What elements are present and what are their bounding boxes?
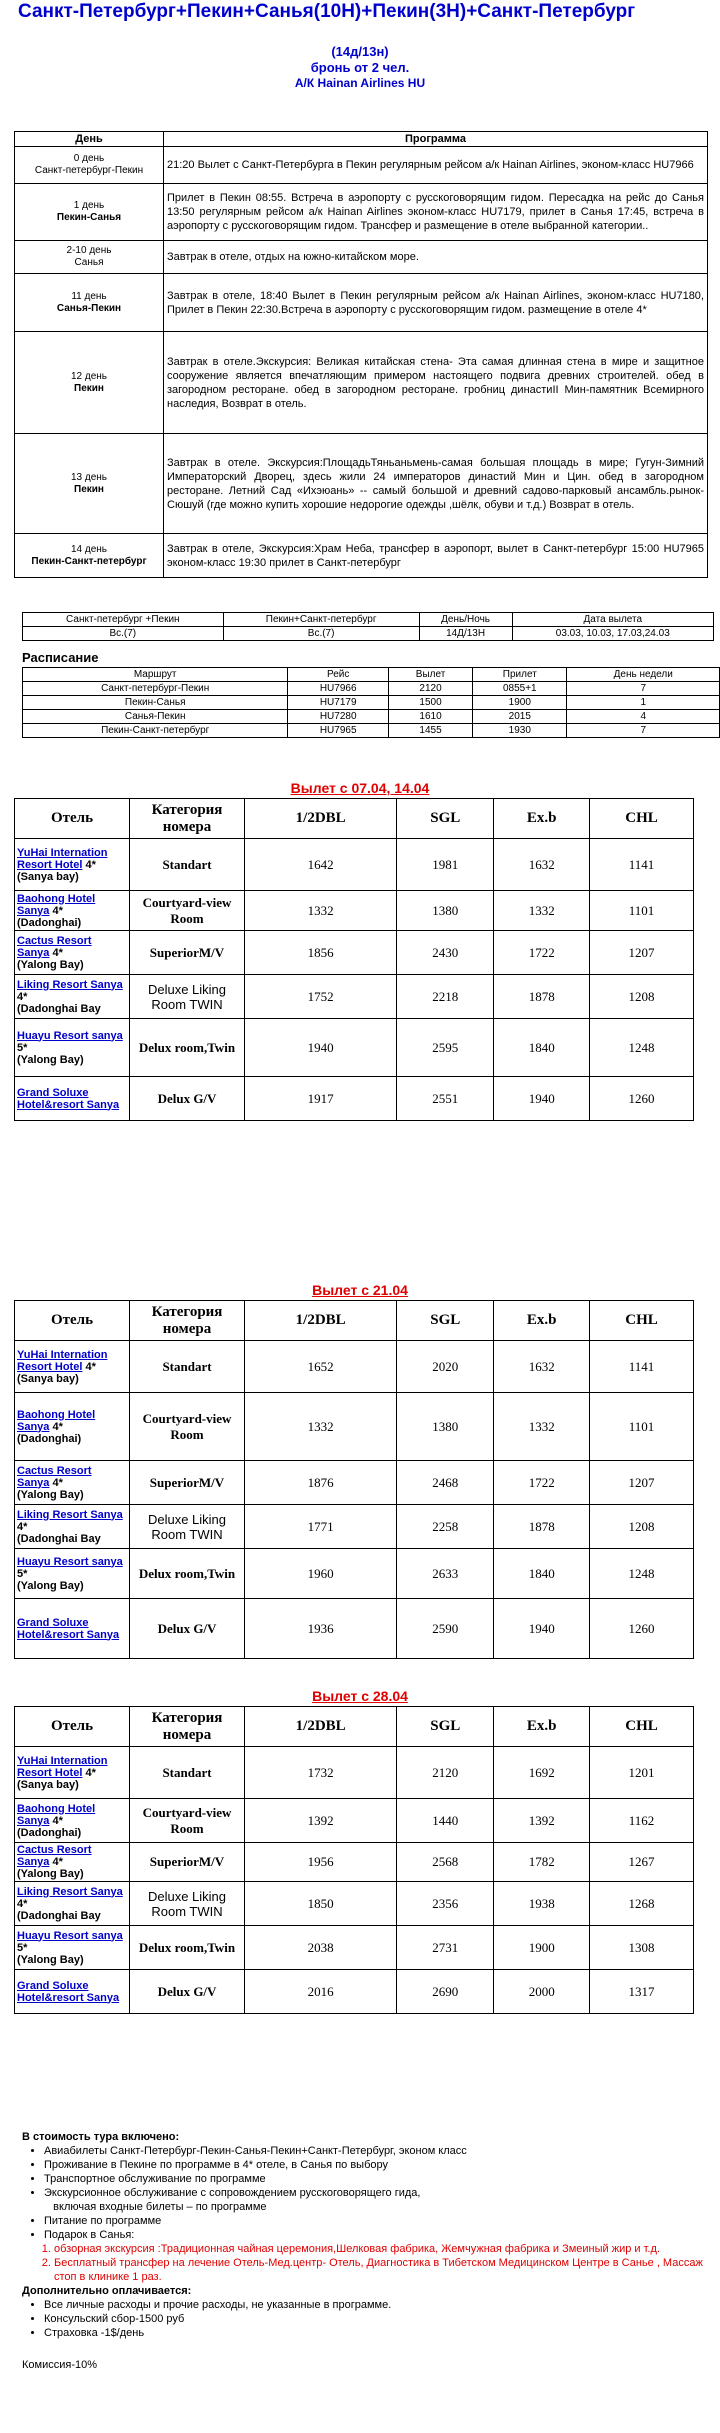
- schedule-cell: 1: [567, 696, 720, 710]
- price-cell: 1332: [245, 1393, 397, 1461]
- price-cell: 2468: [397, 1461, 494, 1505]
- included-item: • Экскурсионное обслуживание с сопровождением русскоговорящего гида, включая входные билеты – по программе: [44, 2186, 712, 2214]
- hotel-name-link[interactable]: Liking Resort Sanya: [17, 1885, 123, 1898]
- info-header: День/Ночь: [419, 613, 512, 627]
- hotel-name-link[interactable]: YuHai Internation Resort Hotel: [17, 1348, 108, 1373]
- hotel-cell: [15, 1747, 130, 1799]
- price-cell: 1900: [494, 1926, 590, 1970]
- schedule-cell: HU7965: [288, 724, 389, 738]
- info-value: 03.03, 10.03, 17.03,24.03: [512, 627, 713, 641]
- program-day: 12 день Пекин: [15, 332, 164, 434]
- price-cell: 1732: [245, 1747, 397, 1799]
- price-cell: 1840: [494, 1549, 590, 1599]
- col-header-program: Программа: [164, 132, 708, 147]
- price-table: [14, 1300, 694, 1659]
- price-cell: 1960: [245, 1549, 397, 1599]
- program-day: 2-10 день Санья: [15, 241, 164, 274]
- program-text: Завтрак в отеле. Экскурсия:ПлощадьТяньаньмень-самая большая площадь в мире; Гугун-Зимний Императорский Дворец, здесь жили 24 императоров династий Мин и Цин. обед в загородном ресторане. Летний Сад «Ихэюань» -- самый большой и древний садово-парковый ансамбль.рынок-Сюшуй (где можно купить хорошие недорогие одежды ,шёлк, обуви и т.д.) Возврат в отель.: [164, 434, 708, 534]
- hotel-name-link[interactable]: Grand Soluxe Hotel&resort Sanya: [17, 1979, 120, 2004]
- price-row: [15, 975, 694, 1019]
- price-cell: 1332: [494, 1393, 590, 1461]
- schedule-row: [23, 682, 720, 696]
- hotel-cell: [15, 931, 130, 975]
- hotel-stars: 4*: [52, 1476, 63, 1489]
- hotel-name-link[interactable]: Cactus Resort Sanya: [17, 934, 92, 959]
- room-category: Deluxe Liking Room TWIN: [130, 1505, 245, 1549]
- price-col-header: SGL: [397, 1301, 494, 1341]
- room-category: Courtyard-view Room: [130, 1393, 245, 1461]
- program-text: Завтрак в отеле.Экскурсия: Великая китайская стена- Эта самая длинная стена в мире и защитное сооружение является впечатляющим примером настоящего подвига древних строителей. обед в загородном ресторане. обед в загородном ресторане. гробниц династиII Мин-памятник Всемирного наследия, Возврат в отель.: [164, 332, 708, 434]
- schedule-cell: HU7966: [288, 682, 389, 696]
- price-col-header: Отель: [15, 799, 130, 839]
- schedule-cell: 2015: [473, 710, 567, 724]
- schedule-header: Вылет: [389, 668, 473, 682]
- price-row: [15, 1747, 694, 1799]
- price-table: [14, 1706, 694, 2014]
- hotel-cell: [15, 1799, 130, 1843]
- commission: Комиссия-10%: [22, 2359, 98, 2371]
- price-cell: 2000: [494, 1970, 590, 2014]
- gift-list: [22, 2242, 712, 2284]
- price-cell: 1652: [245, 1341, 397, 1393]
- room-category: Delux G/V: [130, 1599, 245, 1659]
- hotel-stars: 4*: [52, 904, 63, 917]
- program-text: Завтрак в отеле, 18:40 Вылет в Пекин регулярным рейсом а/к Hainan Airlines, эконом-класс HU7180, Прилет в Пекин 22:30.Встреча в аэропорту с русскоговорящим гидом. размещение в отеле 4*: [164, 274, 708, 332]
- hotel-location: (Dadonghai): [17, 1432, 82, 1445]
- price-cell: 1782: [494, 1843, 590, 1882]
- price-row: [15, 1549, 694, 1599]
- schedule-header: День недели: [567, 668, 720, 682]
- info-value: Вс.(7): [223, 627, 419, 641]
- price-row: [15, 1882, 694, 1926]
- price-cell: 1956: [245, 1843, 397, 1882]
- hotel-location: (Yalong Bay): [17, 1579, 84, 1592]
- program-text: Завтрак в отеле, Экскурсия:Храм Неба, трансфер в аэропорт, вылет в Санкт-петербург 15:00 HU7965 эконом-класс 19:30 прилет в Санкт-петербург: [164, 534, 708, 578]
- room-category: Delux G/V: [130, 1970, 245, 2014]
- hotel-stars: 5*: [17, 1567, 28, 1580]
- price-cell: 1101: [590, 1393, 694, 1461]
- footer-notes: [22, 2130, 712, 2372]
- price-cell: 1632: [494, 839, 590, 891]
- schedule-table: [22, 667, 720, 738]
- price-cell: 2020: [397, 1341, 494, 1393]
- booking-note: бронь от 2 чел.: [310, 60, 410, 75]
- room-category: SuperiorM/V: [130, 1843, 245, 1882]
- hotel-location: (Yalong Bay): [17, 1053, 84, 1066]
- price-cell: 1268: [590, 1882, 694, 1926]
- price-cell: 2633: [397, 1549, 494, 1599]
- hotel-name-link[interactable]: Baohong Hotel Sanya: [17, 1408, 96, 1433]
- hotel-name-link[interactable]: Huayu Resort sanya: [17, 1555, 123, 1568]
- included-item: • Транспортное обслуживание по программе: [44, 2172, 712, 2186]
- hotel-stars: 4*: [17, 1520, 28, 1533]
- price-table-title: Вылет с 21.04: [312, 1282, 408, 1298]
- price-cell: 2690: [397, 1970, 494, 2014]
- schedule-cell: 7: [567, 724, 720, 738]
- price-cell: 1392: [494, 1799, 590, 1843]
- hotel-location: (Dadonghai): [17, 1826, 82, 1839]
- schedule-cell: Санкт-петербург-Пекин: [23, 682, 288, 696]
- program-text: Прилет в Пекин 08:55. Встреча в аэропорту с русскоговорящим гидом. Пересадка на рейс до Санья 13:50 регулярным рейсом а/к Hainan Airlines эконом-класс HU7179, прилет в Санья 17:45, встреча в аэропорту с русскоговорящим гидом. Трансфер и размещение в отеле выбранной категории..: [164, 184, 708, 241]
- price-cell: 1317: [590, 1970, 694, 2014]
- schedule-cell: Пекин-Санья: [23, 696, 288, 710]
- program-row: [15, 274, 708, 332]
- hotel-name-link[interactable]: Huayu Resort sanya: [17, 1929, 123, 1942]
- price-cell: 1938: [494, 1882, 590, 1926]
- program-row: [15, 332, 708, 434]
- hotel-cell: [15, 1505, 130, 1549]
- price-cell: 2551: [397, 1077, 494, 1121]
- price-col-header: CHL: [590, 1301, 694, 1341]
- price-cell: 1936: [245, 1599, 397, 1659]
- extra-item: • Все личные расходы и прочие расходы, не указанные в программе.: [44, 2298, 712, 2312]
- info-value: 14Д/13Н: [419, 627, 512, 641]
- info-header: Санкт-петербург +Пекин: [23, 613, 224, 627]
- hotel-stars: 4*: [17, 1897, 28, 1910]
- room-category: Deluxe Liking Room TWIN: [130, 975, 245, 1019]
- program-day: 1 день Пекин-Санья: [15, 184, 164, 241]
- extra-title: Дополнительно оплачивается:: [22, 2285, 192, 2297]
- hotel-cell: [15, 975, 130, 1019]
- price-cell: 2120: [397, 1747, 494, 1799]
- price-cell: 1692: [494, 1747, 590, 1799]
- program-day: 0 день Санкт-петербург-Пекин: [15, 147, 164, 184]
- price-cell: 1642: [245, 839, 397, 891]
- extra-list: [22, 2298, 712, 2340]
- price-cell: 1440: [397, 1799, 494, 1843]
- included-item: • Питание по программе: [44, 2214, 712, 2228]
- schedule-cell: 1610: [389, 710, 473, 724]
- hotel-location: (Yalong Bay): [17, 1488, 84, 1501]
- price-cell: 1856: [245, 931, 397, 975]
- duration: (14д/13н): [331, 44, 389, 59]
- price-table: [14, 798, 694, 1121]
- price-row: [15, 1970, 694, 2014]
- price-cell: 1392: [245, 1799, 397, 1843]
- program-day: 14 день Пекин-Санкт-петербург: [15, 534, 164, 578]
- hotel-location: (Yalong Bay): [17, 1868, 84, 1880]
- price-cell: 2731: [397, 1926, 494, 1970]
- flight-info-table: [22, 612, 714, 641]
- included-item: • Авиабилеты Санкт-Петербург-Пекин-Санья-Пекин+Санкт-Петербург, эконом класс: [44, 2144, 712, 2158]
- price-cell: 2258: [397, 1505, 494, 1549]
- hotel-stars: 4*: [17, 990, 28, 1003]
- price-col-header: Ex.b: [494, 1707, 590, 1747]
- hotel-name-link[interactable]: YuHai Internation Resort Hotel: [17, 1754, 108, 1779]
- hotel-name-link[interactable]: Cactus Resort Sanya: [17, 1844, 92, 1868]
- schedule-cell: HU7280: [288, 710, 389, 724]
- price-cell: 1248: [590, 1549, 694, 1599]
- program-table: [14, 131, 708, 578]
- hotel-name-link[interactable]: Baohong Hotel Sanya: [17, 892, 96, 917]
- extra-item: • Страховка -1$/день: [44, 2326, 712, 2340]
- gift-item: 1. обзорная экскурсия :Традиционная чайная церемония,Шелковая фабрика, Жемчужная фабрика и Змеиный жир и т.д.: [54, 2242, 712, 2256]
- schedule-header: Прилет: [473, 668, 567, 682]
- hotel-name-link[interactable]: Baohong Hotel Sanya: [17, 1802, 96, 1827]
- schedule-cell: 1900: [473, 696, 567, 710]
- hotel-cell: [15, 1549, 130, 1599]
- room-category: Courtyard-view Room: [130, 891, 245, 931]
- price-row: [15, 1077, 694, 1121]
- room-category: Delux room,Twin: [130, 1549, 245, 1599]
- price-cell: 1940: [494, 1077, 590, 1121]
- schedule-cell: 1455: [389, 724, 473, 738]
- hotel-name-link[interactable]: YuHai Internation Resort Hotel: [17, 846, 108, 871]
- hotel-cell: [15, 891, 130, 931]
- hotel-location: (Sanya bay): [17, 1778, 79, 1791]
- hotel-location: (Yalong Bay): [17, 1953, 84, 1966]
- hotel-location: (Dadonghai Bay: [17, 1002, 101, 1015]
- room-category: Standart: [130, 1747, 245, 1799]
- room-category: Delux G/V: [130, 1077, 245, 1121]
- price-cell: 1267: [590, 1843, 694, 1882]
- price-cell: 1876: [245, 1461, 397, 1505]
- price-row: [15, 839, 694, 891]
- schedule-header: Рейс: [288, 668, 389, 682]
- room-category: Delux room,Twin: [130, 1019, 245, 1077]
- schedule-label: Расписание: [22, 650, 99, 665]
- price-col-header: Ex.b: [494, 799, 590, 839]
- price-row: [15, 1599, 694, 1659]
- program-row: [15, 147, 708, 184]
- price-cell: 1940: [245, 1019, 397, 1077]
- schedule-cell: 4: [567, 710, 720, 724]
- price-cell: 1207: [590, 1461, 694, 1505]
- price-row: [15, 1461, 694, 1505]
- price-cell: 1752: [245, 975, 397, 1019]
- price-cell: 1248: [590, 1019, 694, 1077]
- price-cell: 2430: [397, 931, 494, 975]
- program-day: 13 день Пекин: [15, 434, 164, 534]
- price-row: [15, 931, 694, 975]
- price-cell: 1201: [590, 1747, 694, 1799]
- schedule-cell: Санья-Пекин: [23, 710, 288, 724]
- room-category: Delux room,Twin: [130, 1926, 245, 1970]
- price-row: [15, 1926, 694, 1970]
- price-col-header: SGL: [397, 799, 494, 839]
- page-title: Санкт-Петербург+Пекин+Санья(10Н)+Пекин(3Н)+Санкт-Петербург: [18, 1, 636, 22]
- price-row: [15, 1019, 694, 1077]
- schedule-cell: HU7179: [288, 696, 389, 710]
- hotel-stars: 5*: [17, 1941, 28, 1954]
- extra-item: • Консульский сбор-1500 руб: [44, 2312, 712, 2326]
- price-cell: 1260: [590, 1599, 694, 1659]
- included-title: В стоимость тура включено:: [22, 2131, 180, 2143]
- price-table-title: Вылет с 07.04, 14.04: [290, 780, 430, 796]
- price-row: [15, 1393, 694, 1461]
- room-category: SuperiorM/V: [130, 1461, 245, 1505]
- program-row: [15, 184, 708, 241]
- price-row: [15, 1341, 694, 1393]
- hotel-name-link[interactable]: Liking Resort Sanya: [17, 978, 123, 991]
- price-cell: 1878: [494, 975, 590, 1019]
- price-cell: 1722: [494, 1461, 590, 1505]
- price-cell: 1840: [494, 1019, 590, 1077]
- airline: А/К Hainan Airlines HU: [294, 76, 426, 90]
- room-category: Courtyard-view Room: [130, 1799, 245, 1843]
- info-value: Вс.(7): [23, 627, 224, 641]
- room-category: Standart: [130, 1341, 245, 1393]
- price-cell: 1208: [590, 1505, 694, 1549]
- price-cell: 1380: [397, 891, 494, 931]
- price-col-header: 1/2DBL: [245, 799, 397, 839]
- price-cell: 1260: [590, 1077, 694, 1121]
- schedule-row: [23, 710, 720, 724]
- hotel-stars: 4*: [85, 1766, 96, 1779]
- hotel-stars: 4*: [85, 1360, 96, 1373]
- hotel-location: (Sanya bay): [17, 870, 79, 883]
- price-cell: 2016: [245, 1970, 397, 2014]
- program-text: 21:20 Вылет с Санкт-Петербурга в Пекин регулярным рейсом а/к Hainan Airlines, эконом-класс HU7966: [164, 147, 708, 184]
- hotel-cell: [15, 1077, 130, 1121]
- program-row: [15, 434, 708, 534]
- hotel-location: (Yalong Bay): [17, 958, 84, 971]
- hotel-stars: 5*: [17, 1041, 28, 1054]
- hotel-cell: [15, 1461, 130, 1505]
- price-cell: 1940: [494, 1599, 590, 1659]
- price-cell: 2356: [397, 1882, 494, 1926]
- schedule-cell: 2120: [389, 682, 473, 696]
- price-cell: 1208: [590, 975, 694, 1019]
- info-header: Дата вылета: [512, 613, 713, 627]
- price-col-header: 1/2DBL: [245, 1707, 397, 1747]
- included-item: • Проживание в Пекине по программе в 4* отеле, в Санья по выбору: [44, 2158, 712, 2172]
- price-cell: 1332: [494, 891, 590, 931]
- price-cell: 1308: [590, 1926, 694, 1970]
- price-cell: 1101: [590, 891, 694, 931]
- price-col-header: CHL: [590, 799, 694, 839]
- col-header-day: День: [15, 132, 164, 147]
- schedule-row: [23, 724, 720, 738]
- price-row: [15, 1843, 694, 1882]
- price-col-header: Категория номера: [130, 799, 245, 839]
- schedule-cell: 1930: [473, 724, 567, 738]
- hotel-stars: 4*: [85, 858, 96, 871]
- price-cell: 2038: [245, 1926, 397, 1970]
- hotel-stars: 4*: [52, 946, 63, 959]
- hotel-name-link[interactable]: Liking Resort Sanya: [17, 1508, 123, 1521]
- hotel-location: (Dadonghai): [17, 916, 82, 929]
- price-col-header: Категория номера: [130, 1707, 245, 1747]
- gift-item: 2. Бесплатный трансфер на лечение Отель-Мед.центр- Отель, Диагностика в Тибетском Медицинском Центре в Санье , Массаж стоп в клинике 1 раз.: [54, 2256, 712, 2284]
- hotel-location: (Dadonghai Bay: [17, 1532, 101, 1545]
- program-row: [15, 534, 708, 578]
- hotel-cell: [15, 839, 130, 891]
- price-cell: 1722: [494, 931, 590, 975]
- price-cell: 1632: [494, 1341, 590, 1393]
- hotel-name-link[interactable]: Grand Soluxe Hotel&resort Sanya: [17, 1086, 120, 1111]
- price-col-header: Отель: [15, 1301, 130, 1341]
- hotel-stars: 4*: [52, 1814, 63, 1827]
- schedule-cell: 7: [567, 682, 720, 696]
- price-col-header: CHL: [590, 1707, 694, 1747]
- included-list: [22, 2144, 712, 2242]
- price-cell: 1207: [590, 931, 694, 975]
- schedule-cell: 0855+1: [473, 682, 567, 696]
- program-row: [15, 241, 708, 274]
- price-cell: 1162: [590, 1799, 694, 1843]
- price-cell: 2218: [397, 975, 494, 1019]
- room-category: SuperiorM/V: [130, 931, 245, 975]
- schedule-cell: Пекин-Санкт-петербург: [23, 724, 288, 738]
- price-cell: 1141: [590, 839, 694, 891]
- price-cell: 1850: [245, 1882, 397, 1926]
- price-cell: 2595: [397, 1019, 494, 1077]
- hotel-cell: [15, 1970, 130, 2014]
- room-category: Deluxe Liking Room TWIN: [130, 1882, 245, 1926]
- info-header: Пекин+Санкт-петербург: [223, 613, 419, 627]
- price-cell: 1917: [245, 1077, 397, 1121]
- hotel-cell: [15, 1882, 130, 1926]
- hotel-name-link[interactable]: Grand Soluxe Hotel&resort Sanya: [17, 1616, 120, 1641]
- price-cell: 1981: [397, 839, 494, 891]
- hotel-location: (Sanya bay): [17, 1372, 79, 1385]
- room-category: Standart: [130, 839, 245, 891]
- program-day: 11 день Санья-Пекин: [15, 274, 164, 332]
- included-subnote: включая входные билеты – по программе: [53, 2201, 267, 2213]
- hotel-cell: [15, 1393, 130, 1461]
- price-col-header: Ex.b: [494, 1301, 590, 1341]
- price-row: [15, 1799, 694, 1843]
- price-col-header: Отель: [15, 1707, 130, 1747]
- included-item: • Подарок в Санья:: [44, 2228, 712, 2242]
- program-text: Завтрак в отеле, отдых на южно-китайском море.: [164, 241, 708, 274]
- price-row: [15, 891, 694, 931]
- hotel-stars: 4*: [52, 1420, 63, 1433]
- hotel-stars: 4*: [52, 1856, 63, 1868]
- hotel-name-link[interactable]: Cactus Resort Sanya: [17, 1464, 92, 1489]
- price-col-header: Категория номера: [130, 1301, 245, 1341]
- price-cell: 1141: [590, 1341, 694, 1393]
- price-row: [15, 1505, 694, 1549]
- price-cell: 1332: [245, 891, 397, 931]
- hotel-cell: [15, 1341, 130, 1393]
- price-cell: 1771: [245, 1505, 397, 1549]
- price-cell: 2590: [397, 1599, 494, 1659]
- hotel-cell: [15, 1926, 130, 1970]
- price-cell: 1380: [397, 1393, 494, 1461]
- price-cell: 1878: [494, 1505, 590, 1549]
- program-header-row: [15, 132, 708, 147]
- hotel-cell: [15, 1843, 130, 1882]
- price-table-title: Вылет с 28.04: [312, 1688, 408, 1704]
- price-cell: 2568: [397, 1843, 494, 1882]
- schedule-header: Маршрут: [23, 668, 288, 682]
- hotel-name-link[interactable]: Huayu Resort sanya: [17, 1029, 123, 1042]
- hotel-location: (Dadonghai Bay: [17, 1909, 101, 1922]
- hotel-cell: [15, 1599, 130, 1659]
- price-col-header: 1/2DBL: [245, 1301, 397, 1341]
- hotel-cell: [15, 1019, 130, 1077]
- schedule-row: [23, 696, 720, 710]
- schedule-cell: 1500: [389, 696, 473, 710]
- price-col-header: SGL: [397, 1707, 494, 1747]
